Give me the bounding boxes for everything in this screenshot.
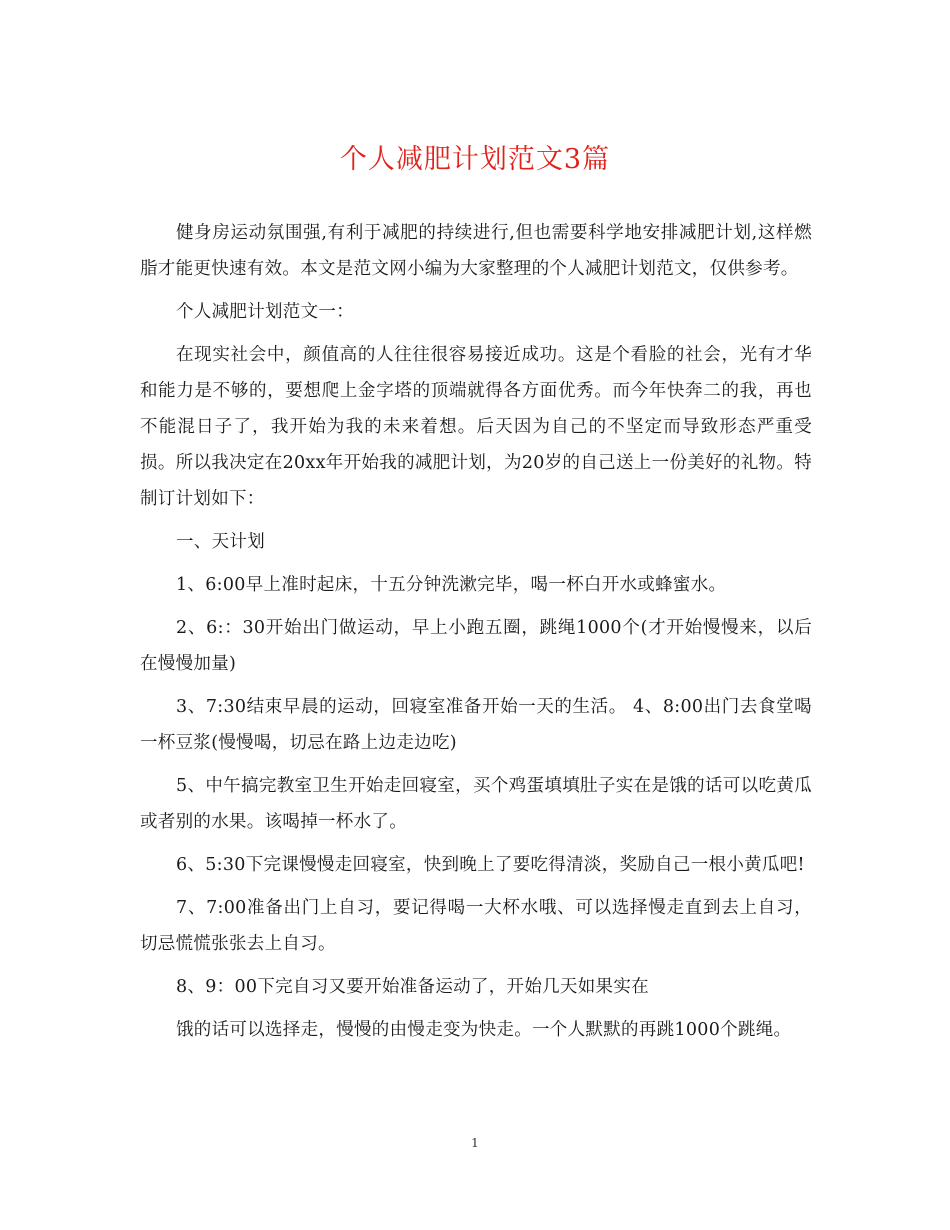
paragraph-item-8: 8、9：00下完自习又要开始准备运动了，开始几天如果实在 — [176, 977, 649, 997]
paragraph-item-7: 7、7:00准备出门上自习，要记得喝一大杯水哦、可以选择慢走直到去上自习，切忌慌慌张张去上自习。 — [140, 898, 812, 954]
paragraph-intro: 健身房运动氛围强,有利于减肥的持续进行,但也需要科学地安排减肥计划,这样燃脂才能更快速有效。本文是范文网小编为大家整理的个人减肥计划范文，仅供参考。 — [140, 223, 812, 279]
document-title: 个人减肥计划范文3篇 — [339, 144, 611, 175]
document-body — [140, 215, 812, 1055]
paragraph-background: 在现实社会中，颜值高的人往往很容易接近成功。这是个看脸的社会，光有才华和能力是不够的，要想爬上金字塔的顶端就得各方面优秀。而今年快奔二的我，再也不能混日子了，我开始为我的未来着想。后天因为自己的不坚定而导致形态严重受损。所以我决定在20xx年开始我的减肥计划，为20岁的自己送上一份美好的礼物。特制订计划如下： — [140, 345, 812, 509]
paragraph-plan-heading: 一、天计划 — [176, 532, 265, 552]
paragraph-item-8-continued: 饿的话可以选择走，慢慢的由慢走变为快走。一个人默默的再跳1000个跳绳。 — [176, 1020, 792, 1040]
paragraph-item-2: 2、6:：30开始出门做运动，早上小跑五圈，跳绳1000个(才开始慢慢来，以后在慢慢加量) — [140, 618, 812, 674]
paragraph-item-3-4: 3、7:30结束早晨的运动，回寝室准备开始一天的生活。 4、8:00出门去食堂喝一杯豆浆(慢慢喝，切忌在路上边走边吃) — [140, 697, 812, 753]
paragraph-item-1: 1、6:00早上准时起床，十五分钟洗漱完毕，喝一杯白开水或蜂蜜水。 — [176, 575, 727, 595]
paragraph-section-heading: 个人减肥计划范文一： — [176, 302, 354, 322]
paragraph-item-6: 6、5:30下完课慢慢走回寝室，快到晚上了要吃得清淡，奖励自己一根小黄瓜吧! — [176, 855, 805, 875]
paragraph-item-5: 5、中午搞完教室卫生开始走回寝室，买个鸡蛋填填肚子实在是饿的话可以吃黄瓜或者别的水果。该喝掉一杯水了。 — [140, 776, 812, 832]
page-number: 1 — [471, 1136, 479, 1150]
